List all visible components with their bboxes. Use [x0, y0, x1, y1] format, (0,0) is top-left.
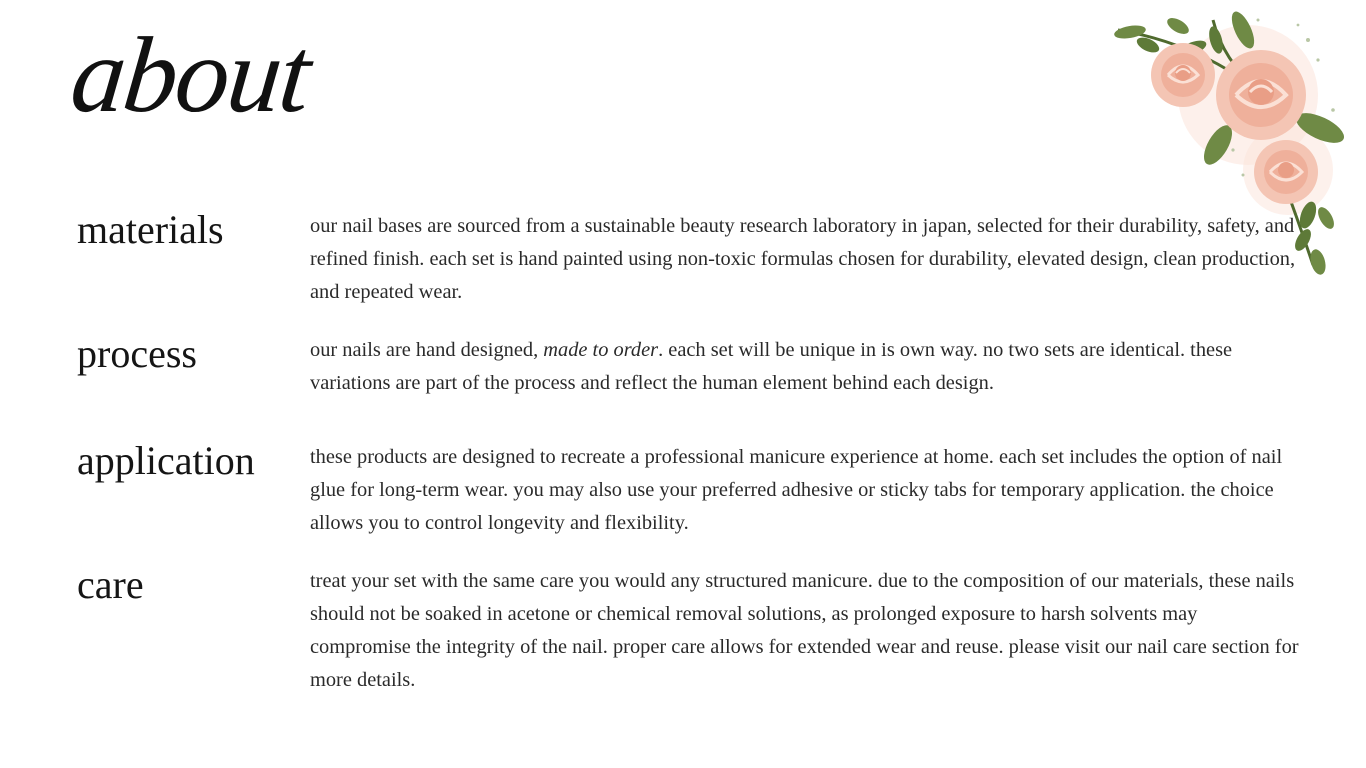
section-body: [310, 441, 1300, 540]
page-title: about: [65, 16, 315, 135]
section-body: [310, 210, 1300, 309]
section-paragraph: these products are designed to recreate a professional manicure experience at home. each set includes the option of nail glue for long-term wear. you may also use your preferred adhesive or sticky tabs for temporary application. the choice allows you to control longevity and flexibility.: [310, 446, 1283, 534]
paragraph-text: our nails are hand designed,: [310, 339, 544, 361]
emphasis-text: made to order: [543, 339, 659, 361]
section-body: [310, 565, 1300, 697]
section-heading: materials: [77, 207, 224, 252]
section-paragraph: treat your set with the same care you would any structured manicure. due to the composition of our materials, these nails should not be soaked in acetone or chemical removal solutions, as prolonged exposure to harsh solvents may compromise the integrity of the nail. proper care allows for extended wear and reuse. please visit our nail care section for more details.: [310, 570, 1299, 691]
paragraph-text: . each set will be unique in is own way. no two sets are identical. these variations are part of the process and reflect the human element behind each design.: [310, 339, 1233, 394]
section-body: [310, 334, 1300, 400]
section-heading: care: [77, 562, 144, 607]
section-paragraph: [310, 334, 1300, 400]
section-paragraph: our nail bases are sourced from a sustainable beauty research laboratory in japan, selected for their durability, safety, and refined finish. each set is hand painted using non-toxic formulas chosen for durability, elevated design, clean production, and repeated wear.: [310, 215, 1296, 303]
section-heading: application: [77, 438, 255, 483]
section-heading: process: [77, 331, 197, 376]
